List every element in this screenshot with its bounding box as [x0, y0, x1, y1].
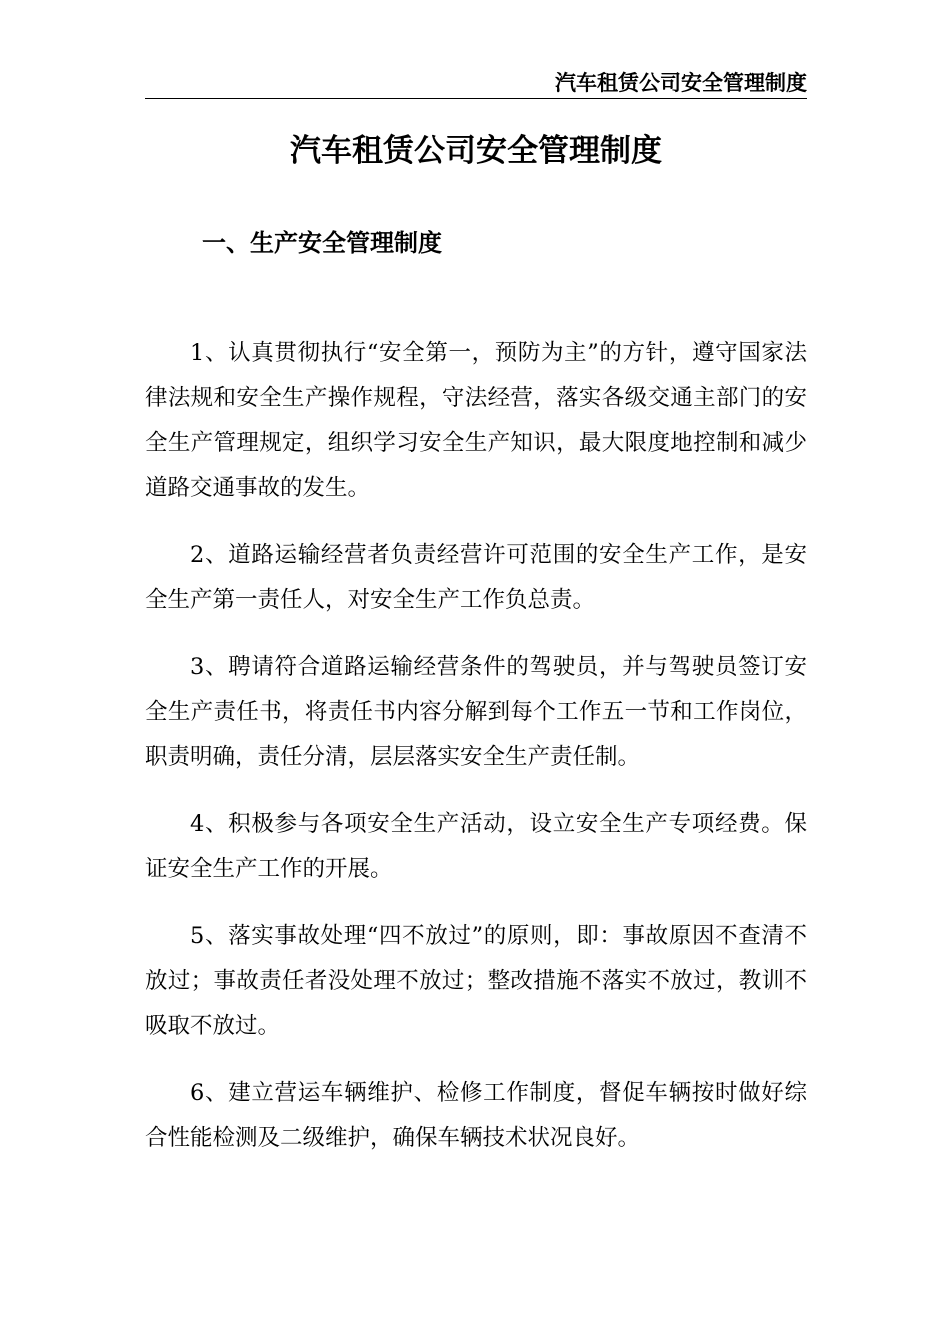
paragraph-5: 5、落实事故处理“四不放过”的原则，即：事故原因不查清不放过；事故责任者没处理不放过；整改措施不落实不放过，教训不吸取不放过。	[145, 923, 807, 1039]
page-title: 汽车租赁公司安全管理制度	[290, 133, 662, 169]
running-header: 汽车租赁公司安全管理制度	[145, 68, 807, 99]
paragraph-2: 2、道路运输经营者负责经营许可范围的安全生产工作，是安全生产第一责任人，对安全生产工作负总责。	[145, 542, 807, 613]
body-content	[145, 331, 807, 1183]
paragraph-4: 4、积极参与各项安全生产活动，设立安全生产专项经费。保证安全生产工作的开展。	[145, 811, 807, 882]
paragraph-6: 6、建立营运车辆维护、检修工作制度，督促车辆按时做好综合性能检测及二级维护，确保车辆技术状况良好。	[145, 1080, 807, 1151]
paragraph-3: 3、聘请符合道路运输经营条件的驾驶员，并与驾驶员签订安全生产责任书，将责任书内容分解到每个工作五一节和工作岗位，职责明确，责任分清，层层落实安全生产责任制。	[145, 654, 807, 770]
section-heading: 一、生产安全管理制度	[202, 229, 442, 257]
paragraph-1: 1、认真贯彻执行“安全第一，预防为主”的方针，遵守国家法律法规和安全生产操作规程，守法经营，落实各级交通主部门的安全生产管理规定，组织学习安全生产知识，最大限度地控制和减少道路交通事故的发生。	[145, 340, 807, 501]
